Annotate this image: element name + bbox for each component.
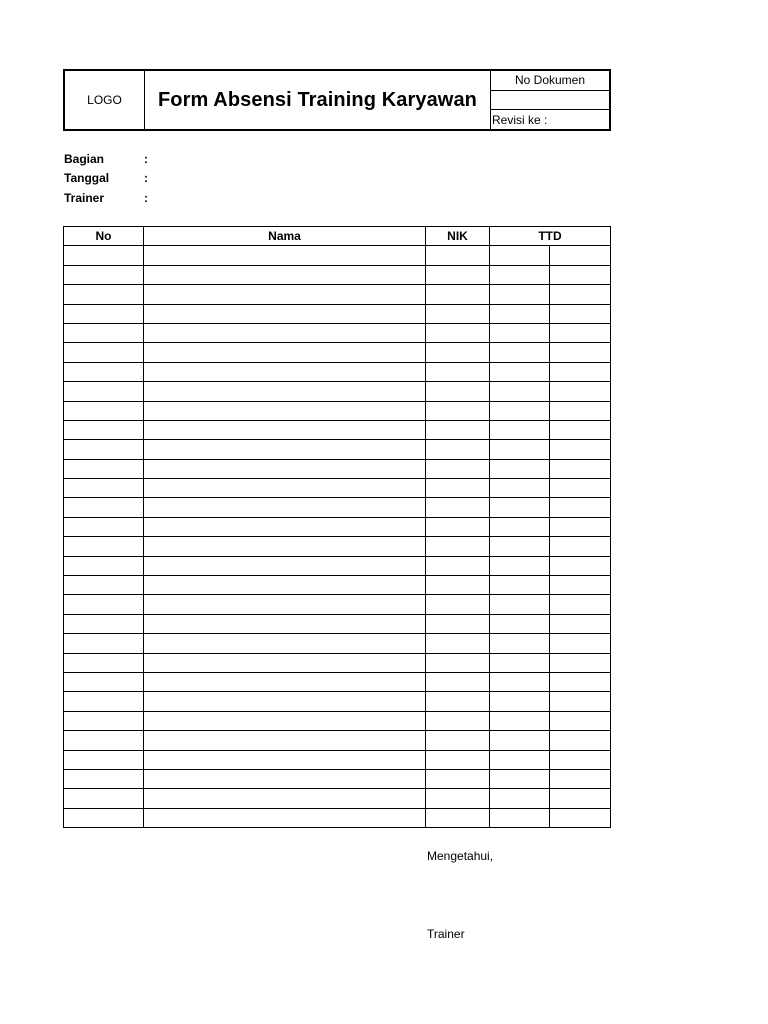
table-row bbox=[64, 362, 611, 381]
nama-cell[interactable] bbox=[144, 808, 426, 827]
table-row bbox=[64, 343, 611, 362]
no-cell[interactable] bbox=[64, 595, 144, 614]
no-cell[interactable] bbox=[64, 479, 144, 498]
no-cell[interactable] bbox=[64, 362, 144, 381]
table-row bbox=[64, 711, 611, 730]
nama-cell[interactable] bbox=[144, 769, 426, 788]
nama-cell[interactable] bbox=[144, 731, 426, 750]
ttd-cell-left[interactable] bbox=[490, 246, 550, 265]
nik-cell[interactable] bbox=[426, 653, 490, 672]
no-cell[interactable] bbox=[64, 789, 144, 808]
no-cell[interactable] bbox=[64, 343, 144, 362]
table-row bbox=[64, 808, 611, 827]
ttd-cell-left[interactable] bbox=[490, 595, 550, 614]
ttd-cell-right[interactable] bbox=[550, 343, 611, 362]
ttd-cell-right[interactable] bbox=[550, 304, 611, 323]
ttd-cell-right[interactable] bbox=[550, 382, 611, 401]
info-section bbox=[64, 149, 154, 208]
nik-cell[interactable] bbox=[426, 343, 490, 362]
trainer-label: Trainer bbox=[64, 190, 105, 205]
table-row bbox=[64, 440, 611, 459]
ttd-cell-left[interactable] bbox=[490, 731, 550, 750]
ttd-cell-right[interactable] bbox=[550, 556, 611, 575]
table-row bbox=[64, 246, 611, 265]
trainer-colon: : bbox=[144, 190, 148, 205]
nama-cell[interactable] bbox=[144, 304, 426, 323]
nama-cell[interactable] bbox=[144, 672, 426, 691]
no-dokumen-value[interactable] bbox=[491, 91, 609, 111]
ttd-cell-left[interactable] bbox=[490, 382, 550, 401]
nik-cell[interactable] bbox=[426, 420, 490, 439]
trainer-signature-label: Trainer bbox=[427, 927, 465, 941]
ttd-cell-left[interactable] bbox=[490, 459, 550, 478]
nama-cell[interactable] bbox=[144, 498, 426, 517]
table-header-row bbox=[64, 227, 611, 246]
ttd-cell-right[interactable] bbox=[550, 498, 611, 517]
bagian-colon: : bbox=[144, 151, 148, 166]
ttd-cell-left[interactable] bbox=[490, 343, 550, 362]
table-row bbox=[64, 634, 611, 653]
ttd-cell-right[interactable] bbox=[550, 362, 611, 381]
table-row bbox=[64, 382, 611, 401]
ttd-cell-left[interactable] bbox=[490, 769, 550, 788]
nik-cell[interactable] bbox=[426, 265, 490, 284]
no-cell[interactable] bbox=[64, 440, 144, 459]
col-header-nik: NIK bbox=[426, 227, 490, 246]
table-row bbox=[64, 479, 611, 498]
form-title: Form Absensi Training Karyawan bbox=[145, 71, 491, 129]
no-cell[interactable] bbox=[64, 382, 144, 401]
ttd-cell-right[interactable] bbox=[550, 265, 611, 284]
col-header-ttd: TTD bbox=[490, 227, 611, 246]
ttd-cell-right[interactable] bbox=[550, 614, 611, 633]
nik-cell[interactable] bbox=[426, 459, 490, 478]
no-cell[interactable] bbox=[64, 537, 144, 556]
no-cell[interactable] bbox=[64, 304, 144, 323]
table-row bbox=[64, 731, 611, 750]
table-row bbox=[64, 789, 611, 808]
nik-cell[interactable] bbox=[426, 711, 490, 730]
nama-cell[interactable] bbox=[144, 362, 426, 381]
nama-cell[interactable] bbox=[144, 459, 426, 478]
revisi-label: Revisi ke : bbox=[492, 112, 548, 127]
no-dokumen-label: No Dokumen bbox=[491, 71, 609, 91]
no-cell[interactable] bbox=[64, 692, 144, 711]
nik-cell[interactable] bbox=[426, 808, 490, 827]
ttd-cell-left[interactable] bbox=[490, 692, 550, 711]
nama-cell[interactable] bbox=[144, 382, 426, 401]
no-cell[interactable] bbox=[64, 285, 144, 304]
nik-cell[interactable] bbox=[426, 576, 490, 595]
ttd-cell-left[interactable] bbox=[490, 614, 550, 633]
nik-cell[interactable] bbox=[426, 769, 490, 788]
table-row bbox=[64, 517, 611, 536]
no-cell[interactable] bbox=[64, 246, 144, 265]
ttd-cell-right[interactable] bbox=[550, 711, 611, 730]
table-row bbox=[64, 401, 611, 420]
nik-cell[interactable] bbox=[426, 672, 490, 691]
no-cell[interactable] bbox=[64, 517, 144, 536]
table-row bbox=[64, 537, 611, 556]
table-row bbox=[64, 750, 611, 769]
ttd-cell-left[interactable] bbox=[490, 672, 550, 691]
ttd-cell-right[interactable] bbox=[550, 653, 611, 672]
nama-cell[interactable] bbox=[144, 479, 426, 498]
nama-cell[interactable] bbox=[144, 246, 426, 265]
ttd-cell-left[interactable] bbox=[490, 653, 550, 672]
ttd-cell-left[interactable] bbox=[490, 750, 550, 769]
table-row bbox=[64, 672, 611, 691]
nik-cell[interactable] bbox=[426, 323, 490, 342]
ttd-cell-left[interactable] bbox=[490, 285, 550, 304]
ttd-cell-right[interactable] bbox=[550, 595, 611, 614]
ttd-cell-right[interactable] bbox=[550, 789, 611, 808]
nik-cell[interactable] bbox=[426, 401, 490, 420]
ttd-cell-right[interactable] bbox=[550, 731, 611, 750]
nik-cell[interactable] bbox=[426, 285, 490, 304]
nik-cell[interactable] bbox=[426, 692, 490, 711]
ttd-cell-left[interactable] bbox=[490, 498, 550, 517]
ttd-cell-right[interactable] bbox=[550, 323, 611, 342]
ttd-cell-left[interactable] bbox=[490, 420, 550, 439]
no-cell[interactable] bbox=[64, 401, 144, 420]
tanggal-colon: : bbox=[144, 171, 148, 186]
ttd-cell-left[interactable] bbox=[490, 789, 550, 808]
table-row bbox=[64, 420, 611, 439]
table-row bbox=[64, 614, 611, 633]
nik-cell[interactable] bbox=[426, 634, 490, 653]
nik-cell[interactable] bbox=[426, 614, 490, 633]
no-cell[interactable] bbox=[64, 634, 144, 653]
nama-cell[interactable] bbox=[144, 750, 426, 769]
info-row-tanggal bbox=[64, 169, 154, 189]
ttd-cell-right[interactable] bbox=[550, 517, 611, 536]
no-cell[interactable] bbox=[64, 323, 144, 342]
no-cell[interactable] bbox=[64, 459, 144, 478]
nik-cell[interactable] bbox=[426, 595, 490, 614]
ttd-cell-right[interactable] bbox=[550, 440, 611, 459]
col-header-nama: Nama bbox=[144, 227, 426, 246]
table-row bbox=[64, 459, 611, 478]
mengetahui-label: Mengetahui, bbox=[427, 849, 494, 863]
ttd-cell-right[interactable] bbox=[550, 672, 611, 691]
nama-cell[interactable] bbox=[144, 595, 426, 614]
nama-cell[interactable] bbox=[144, 440, 426, 459]
info-row-trainer bbox=[64, 188, 154, 208]
nik-cell[interactable] bbox=[426, 304, 490, 323]
table-row bbox=[64, 595, 611, 614]
nik-cell[interactable] bbox=[426, 498, 490, 517]
nama-cell[interactable] bbox=[144, 285, 426, 304]
bagian-label: Bagian bbox=[64, 151, 105, 166]
nama-cell[interactable] bbox=[144, 265, 426, 284]
table-row bbox=[64, 653, 611, 672]
table-row bbox=[64, 498, 611, 517]
nama-cell[interactable] bbox=[144, 614, 426, 633]
nik-cell[interactable] bbox=[426, 750, 490, 769]
table-row bbox=[64, 769, 611, 788]
no-cell[interactable] bbox=[64, 653, 144, 672]
logo-placeholder: LOGO bbox=[65, 71, 145, 129]
nama-cell[interactable] bbox=[144, 556, 426, 575]
nik-cell[interactable] bbox=[426, 246, 490, 265]
nik-cell[interactable] bbox=[426, 517, 490, 536]
info-row-bagian bbox=[64, 149, 154, 169]
nama-cell[interactable] bbox=[144, 537, 426, 556]
no-cell[interactable] bbox=[64, 769, 144, 788]
ttd-cell-left[interactable] bbox=[490, 537, 550, 556]
table-row bbox=[64, 692, 611, 711]
no-cell[interactable] bbox=[64, 731, 144, 750]
nama-cell[interactable] bbox=[144, 401, 426, 420]
ttd-cell-left[interactable] bbox=[490, 634, 550, 653]
nama-cell[interactable] bbox=[144, 692, 426, 711]
nama-cell[interactable] bbox=[144, 634, 426, 653]
ttd-cell-left[interactable] bbox=[490, 323, 550, 342]
no-cell[interactable] bbox=[64, 498, 144, 517]
nik-cell[interactable] bbox=[426, 479, 490, 498]
ttd-cell-left[interactable] bbox=[490, 808, 550, 827]
table-row bbox=[64, 576, 611, 595]
ttd-cell-right[interactable] bbox=[550, 420, 611, 439]
ttd-cell-left[interactable] bbox=[490, 479, 550, 498]
no-cell[interactable] bbox=[64, 750, 144, 769]
nik-cell[interactable] bbox=[426, 440, 490, 459]
table-row bbox=[64, 285, 611, 304]
ttd-cell-left[interactable] bbox=[490, 556, 550, 575]
nama-cell[interactable] bbox=[144, 789, 426, 808]
col-header-no: No bbox=[64, 227, 144, 246]
ttd-cell-right[interactable] bbox=[550, 750, 611, 769]
nama-cell[interactable] bbox=[144, 420, 426, 439]
ttd-cell-left[interactable] bbox=[490, 401, 550, 420]
ttd-cell-left[interactable] bbox=[490, 362, 550, 381]
attendance-table bbox=[63, 226, 611, 828]
nama-cell[interactable] bbox=[144, 343, 426, 362]
ttd-cell-right[interactable] bbox=[550, 246, 611, 265]
ttd-cell-left[interactable] bbox=[490, 576, 550, 595]
no-cell[interactable] bbox=[64, 614, 144, 633]
tanggal-label: Tanggal bbox=[64, 171, 110, 186]
no-cell[interactable] bbox=[64, 808, 144, 827]
ttd-cell-left[interactable] bbox=[490, 711, 550, 730]
ttd-cell-right[interactable] bbox=[550, 634, 611, 653]
nama-cell[interactable] bbox=[144, 711, 426, 730]
ttd-cell-right[interactable] bbox=[550, 808, 611, 827]
table-row bbox=[64, 304, 611, 323]
ttd-cell-right[interactable] bbox=[550, 285, 611, 304]
no-cell[interactable] bbox=[64, 420, 144, 439]
no-cell[interactable] bbox=[64, 556, 144, 575]
document-meta bbox=[491, 71, 609, 129]
no-cell[interactable] bbox=[64, 265, 144, 284]
nik-cell[interactable] bbox=[426, 537, 490, 556]
nama-cell[interactable] bbox=[144, 323, 426, 342]
nama-cell[interactable] bbox=[144, 576, 426, 595]
form-header bbox=[63, 69, 611, 131]
table-row bbox=[64, 265, 611, 284]
ttd-cell-right[interactable] bbox=[550, 401, 611, 420]
nama-cell[interactable] bbox=[144, 517, 426, 536]
nama-cell[interactable] bbox=[144, 653, 426, 672]
ttd-cell-right[interactable] bbox=[550, 769, 611, 788]
nik-cell[interactable] bbox=[426, 556, 490, 575]
table-row bbox=[64, 556, 611, 575]
ttd-cell-left[interactable] bbox=[490, 517, 550, 536]
nik-cell[interactable] bbox=[426, 382, 490, 401]
nik-cell[interactable] bbox=[426, 789, 490, 808]
no-cell[interactable] bbox=[64, 711, 144, 730]
ttd-cell-right[interactable] bbox=[550, 537, 611, 556]
ttd-cell-left[interactable] bbox=[490, 304, 550, 323]
ttd-cell-right[interactable] bbox=[550, 459, 611, 478]
table-body bbox=[64, 246, 611, 828]
ttd-cell-right[interactable] bbox=[550, 479, 611, 498]
ttd-cell-right[interactable] bbox=[550, 692, 611, 711]
table-row bbox=[64, 323, 611, 342]
nik-cell[interactable] bbox=[426, 731, 490, 750]
ttd-cell-right[interactable] bbox=[550, 576, 611, 595]
no-cell[interactable] bbox=[64, 576, 144, 595]
no-cell[interactable] bbox=[64, 672, 144, 691]
ttd-cell-left[interactable] bbox=[490, 440, 550, 459]
nik-cell[interactable] bbox=[426, 362, 490, 381]
ttd-cell-left[interactable] bbox=[490, 265, 550, 284]
